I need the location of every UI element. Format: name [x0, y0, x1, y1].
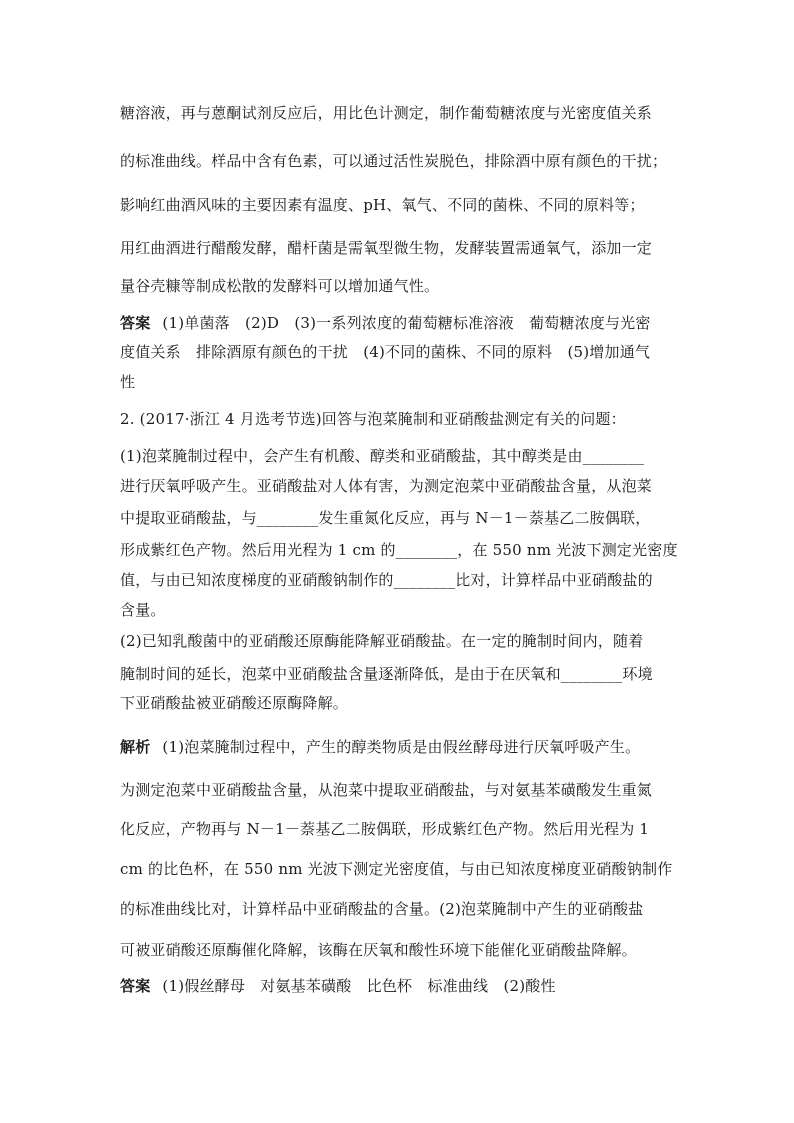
text-line: 用红曲酒进行醋酸发酵，醋杆菌是需氧型微生物，发酵装置需通氧气，添加一定: [120, 239, 653, 257]
question-line: (2)已知乳酸菌中的亚硝酸还原酶能降解亚硝酸盐。在一定的腌制时间内，随着: [120, 632, 644, 650]
question-line: (1)泡菜腌制过程中，会产生有机酸、醇类和亚硝酸盐，其中醇类是由________: [120, 447, 645, 465]
answer-line: 度值关系 排除酒原有颜色的干扰 (4)不同的菌株、不同的原料 (5)增加通气: [120, 343, 651, 361]
question-line: 中提取亚硝酸盐，与________发生重氮化反应，再与 N－1－萘基乙二胺偶联，: [120, 509, 651, 527]
text-line: 的标准曲线。样品中含有色素，可以通过活性炭脱色，排除酒中原有颜色的干扰；: [120, 152, 668, 170]
answer-label: 答案: [120, 314, 151, 332]
question-line: 进行厌氧呼吸产生。亚硝酸盐对人体有害，为测定泡菜中亚硝酸盐含量，从泡菜: [120, 477, 653, 495]
question-line: 下亚硝酸盐被亚硝酸还原酶降解。: [120, 694, 349, 712]
analysis-label: 解析: [120, 738, 151, 756]
text-line: 影响红曲酒风味的主要因素有温度、pH、氧气、不同的菌株、不同的原料等；: [120, 196, 645, 214]
answer-line: [120, 313, 680, 333]
question-line: 腌制时间的延长，泡菜中亚硝酸盐含量逐渐降低，是由于在厌氧和________环境: [120, 665, 653, 683]
analysis-line: [120, 737, 680, 757]
question-line: 值，与由已知浓度梯度的亚硝酸钠制作的________比对，计算样品中亚硝酸盐的: [120, 571, 653, 589]
analysis-line: cm 的比色杯，在 550 nm 光波下测定光密度值，与由已知浓度梯度亚硝酸钠制作: [120, 860, 673, 878]
answer-text: (1)假丝酵母 对氨基苯磺酸 比色杯 标准曲线 (2)酸性: [162, 977, 556, 995]
analysis-line: 为测定泡菜中亚硝酸盐含量，从泡菜中提取亚硝酸盐，与对氨基苯磺酸发生重氮: [120, 781, 653, 799]
question-line: 含量。: [120, 601, 166, 619]
answer-line: [120, 976, 680, 996]
analysis-line: 可被亚硝酸还原酶催化降解，该酶在厌氧和酸性环境下能催化亚硝酸盐降解。: [120, 941, 637, 959]
question-line: 2. (2017·浙江 4 月选考节选)回答与泡菜腌制和亚硝酸盐测定有关的问题：: [120, 410, 626, 428]
answer-line: 性: [120, 373, 136, 391]
text-line: 糖溶液，再与蒽酮试剂反应后，用比色计测定，制作葡萄糖浓度与光密度值关系: [120, 104, 653, 122]
answer-text: (1)单菌落 (2)D (3)一系列浓度的葡萄糖标准溶液 葡萄糖浓度与光密: [162, 314, 651, 332]
analysis-text: (1)泡菜腌制过程中，产生的醇类物质是由假丝酵母进行厌氧呼吸产生。: [162, 738, 641, 756]
text-line: 量谷壳糠等制成松散的发酵料可以增加通气性。: [120, 277, 440, 295]
answer-label: 答案: [120, 977, 151, 995]
analysis-line: 化反应，产物再与 N－1－萘基乙二胺偶联，形成紫红色产物。然后用光程为 1: [120, 820, 650, 838]
question-line: 形成紫红色产物。然后用光程为 1 cm 的________，在 550 nm 光波下测定光密度: [120, 541, 678, 559]
analysis-line: 的标准曲线比对，计算样品中亚硝酸盐的含量。(2)泡菜腌制中产生的亚硝酸盐: [120, 900, 644, 918]
